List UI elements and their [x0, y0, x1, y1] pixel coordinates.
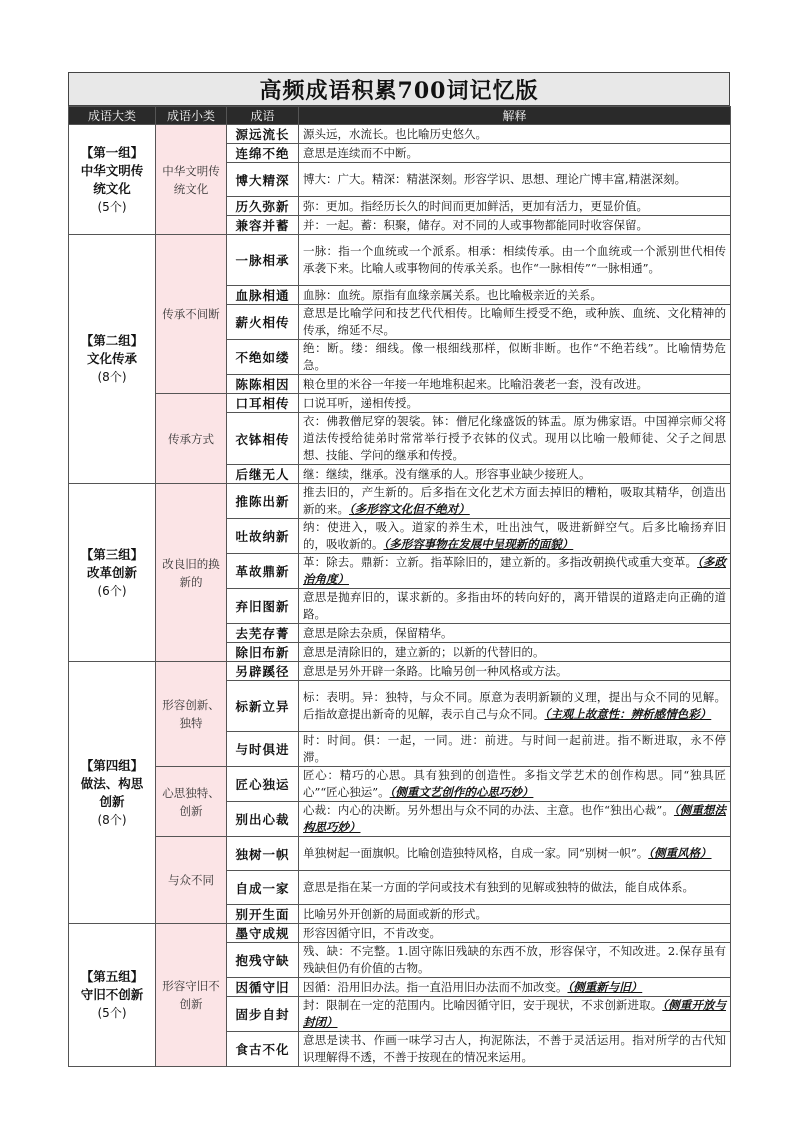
- explanation-text: 绝：断。缕：细线。像一根细线那样，似断非断。也作“不绝若线”。比喻情势危急。: [303, 341, 726, 372]
- group-count: (6个): [97, 583, 127, 598]
- category-cell: [69, 235, 156, 484]
- header-idiom: 成语: [227, 107, 299, 125]
- explanation-cell: [299, 465, 731, 484]
- explanation-text: 形容因循守旧，不肯改变。: [303, 925, 441, 940]
- explanation-cell: [299, 197, 731, 216]
- explanation-cell: [299, 1032, 731, 1067]
- explanation-text: 粮仓里的米谷一年接一年地堆积起来。比喻沿袭老一套，没有改进。: [303, 376, 648, 391]
- idiom-cell: 固步自封: [227, 997, 299, 1032]
- explanation-cell: [299, 125, 731, 144]
- group-theme: 改革创新: [86, 564, 137, 580]
- explanation-text: 弥：更加。指经历长久的时间而更加鲜活，更加有活力，更显价值。: [303, 198, 648, 213]
- idiom-cell: 兼容并蓄: [227, 216, 299, 235]
- explanation-note: （多政治角度）: [303, 555, 727, 586]
- idiom-cell: 革故鼎新: [227, 554, 299, 589]
- idiom-cell: 源远流长: [227, 125, 299, 144]
- explanation-cell: [299, 624, 731, 643]
- group-number: 【第五组】: [80, 969, 144, 984]
- explanation-note: （侧重风格）: [648, 846, 712, 860]
- explanation-cell: [299, 589, 731, 624]
- explanation-cell: [299, 163, 731, 197]
- idiom-cell: 自成一家: [227, 871, 299, 905]
- explanation-text: 革：除去。鼎新：立新。指革除旧的，建立新的。多指改朝换代或重大变革。: [303, 555, 698, 569]
- explanation-cell: [299, 662, 731, 681]
- subcategory-cell: 中华文明传统文化: [156, 125, 227, 235]
- idiom-cell: 口耳相传: [227, 394, 299, 413]
- explanation-text: 封：限制在一定的范围内。比喻因循守旧，安于现状，不求创新进取。: [303, 998, 663, 1012]
- explanation-cell: [299, 554, 731, 589]
- idiom-cell: 标新立异: [227, 681, 299, 732]
- idiom-cell: 吐故纳新: [227, 519, 299, 554]
- explanation-text: 并：一起。蓄：积聚，储存。对不同的人或事物都能同时收容保留。: [303, 217, 648, 232]
- explanation-text: 匠心：精巧的心思。具有独到的创造性。多指文学艺术的创作构思。同“独具匠心”“匠心独运”。: [303, 768, 726, 799]
- category-cell: [69, 125, 156, 235]
- idiom-cell: 不绝如缕: [227, 340, 299, 375]
- category-cell: [69, 484, 156, 662]
- explanation-cell: [299, 144, 731, 163]
- idiom-cell: 去芜存菁: [227, 624, 299, 643]
- table-row: [69, 924, 731, 943]
- idiom-cell: 因循守旧: [227, 978, 299, 997]
- table-row: [69, 662, 731, 681]
- explanation-cell: [299, 643, 731, 662]
- idiom-cell: 与时俱进: [227, 732, 299, 767]
- page-title: 高频成语积累700词记忆版: [68, 72, 730, 106]
- category-cell: [69, 662, 156, 924]
- explanation-text: 标：表明。异：独特，与众不同。原意为表明新颖的义理，提出与众不同的见解。后指故意提出新奇的见解，表示自己与众不同。: [303, 690, 726, 721]
- table-row: [69, 484, 731, 519]
- idiom-cell: 别出心裁: [227, 802, 299, 837]
- explanation-note: （主观上故意性：辨析感情色彩）: [544, 707, 712, 721]
- explanation-text: 意思是连续而不中断。: [303, 145, 418, 160]
- explanation-note: （多形容文化但不绝对）: [349, 502, 470, 516]
- explanation-cell: [299, 732, 731, 767]
- explanation-note: （侧重文艺创作的心思巧妙）: [389, 785, 534, 799]
- idiom-cell: 墨守成规: [227, 924, 299, 943]
- category-cell: [69, 924, 156, 1067]
- group-number: 【第一组】: [80, 144, 144, 160]
- explanation-cell: [299, 235, 731, 286]
- idiom-cell: 除旧布新: [227, 643, 299, 662]
- explanation-text: 继：继续，继承。没有继承的人。形容事业缺少接班人。: [303, 466, 591, 481]
- subcategory-cell: 与众不同: [156, 837, 227, 924]
- explanation-text: 意思是清除旧的，建立新的；以新的代替旧的。: [303, 644, 545, 659]
- header-row: [69, 107, 731, 125]
- explanation-text: 口说耳听，递相传授。: [303, 395, 418, 410]
- idiom-cell: 别开生面: [227, 905, 299, 924]
- idiom-cell: 陈陈相因: [227, 375, 299, 394]
- group-theme: 守旧不创新: [80, 987, 144, 1002]
- idiom-sheet: [68, 72, 730, 1067]
- idiom-cell: 匠心独运: [227, 767, 299, 802]
- explanation-text: 比喻另外开创新的局面或新的形式。: [303, 906, 487, 921]
- explanation-cell: [299, 375, 731, 394]
- explanation-note: （多形容事物在发展中呈现新的面貌）: [383, 537, 574, 551]
- group-count: (5个): [97, 1006, 127, 1020]
- explanation-cell: [299, 767, 731, 802]
- explanation-text: 意思是抛弃旧的，谋求新的。多指由坏的转向好的，离开错误的道路走向正确的道路。: [303, 590, 726, 621]
- table-row: [69, 394, 731, 413]
- idiom-cell: 血脉相通: [227, 286, 299, 305]
- explanation-cell: [299, 978, 731, 997]
- table-row: [69, 235, 731, 286]
- explanation-text: 意思是除去杂质，保留精华。: [303, 625, 453, 640]
- explanation-cell: [299, 216, 731, 235]
- explanation-text: 推去旧的，产生新的。后多指在文化艺术方面去掉旧的糟粕，吸取其精华，创造出新的来。: [303, 485, 726, 516]
- idiom-cell: 薪火相传: [227, 305, 299, 340]
- explanation-note: （侧重开放与封闭）: [303, 998, 726, 1029]
- idiom-cell: 历久弥新: [227, 197, 299, 216]
- explanation-text: 意思是读书、作画一味学习古人，拘泥陈法，不善于灵活运用。指对所学的古代知识理解得不透，不善于按现在的情况来运用。: [303, 1033, 726, 1064]
- subcategory-cell: 形容守旧不创新: [156, 924, 227, 1067]
- explanation-text: 衣：佛教僧尼穿的袈裟。钵：僧尼化缘盛饭的钵盂。原为佛家语。中国禅宗师父将道法传授给徒弟时常常举行授予衣钵的仪式。现用以比喻一般师徒、父子之间思想、技能、学问的继承和传授。: [303, 414, 726, 462]
- group-theme: 中华文明传统文化: [80, 162, 144, 196]
- explanation-text: 纳：使进入，吸入。道家的养生术，吐出浊气，吸进新鲜空气。后多比喻扬弃旧的，吸收新的。: [303, 520, 726, 551]
- idiom-cell: 弃旧图新: [227, 589, 299, 624]
- group-count: (5个): [97, 199, 127, 214]
- idiom-cell: 食古不化: [227, 1032, 299, 1067]
- idiom-cell: 连绵不绝: [227, 144, 299, 163]
- explanation-cell: [299, 340, 731, 375]
- explanation-cell: [299, 943, 731, 978]
- explanation-cell: [299, 997, 731, 1032]
- explanation-cell: [299, 905, 731, 924]
- idiom-cell: 另辟蹊径: [227, 662, 299, 681]
- idiom-cell: 抱残守缺: [227, 943, 299, 978]
- group-theme: 文化传承: [86, 351, 137, 366]
- subcategory-cell: 传承方式: [156, 394, 227, 484]
- group-number: 【第四组】: [80, 757, 144, 773]
- explanation-text: 心裁：内心的决断。另外想出与众不同的办法、主意。也作“独出心裁”。: [303, 803, 674, 817]
- group-count: (8个): [97, 812, 127, 827]
- idiom-cell: 博大精深: [227, 163, 299, 197]
- subcategory-cell: 形容创新、独特: [156, 662, 227, 767]
- explanation-cell: [299, 519, 731, 554]
- group-number: 【第二组】: [80, 333, 144, 348]
- subcategory-cell: 改良旧的换新的: [156, 484, 227, 662]
- explanation-cell: [299, 802, 731, 837]
- explanation-text: 血脉：血统。原指有血缘亲属关系。也比喻极亲近的关系。: [303, 287, 602, 302]
- explanation-text: 意思是比喻学问和技艺代代相传。比喻师生授受不绝，或种族、血统、文化精神的传承，绵延不尽。: [303, 306, 726, 337]
- idiom-table: [68, 106, 731, 1067]
- explanation-cell: [299, 681, 731, 732]
- explanation-text: 博大：广大。精深：精湛深刻。形容学识、思想、理论广博丰富,精湛深刻。: [303, 172, 687, 186]
- explanation-note: （侧重想法构思巧妙）: [303, 803, 726, 834]
- explanation-cell: [299, 484, 731, 519]
- explanation-cell: [299, 286, 731, 305]
- header-explanation: 解释: [299, 107, 731, 125]
- group-count: (8个): [97, 370, 127, 384]
- header-category: 成语大类: [69, 107, 156, 125]
- subcategory-cell: 传承不间断: [156, 235, 227, 394]
- idiom-cell: 推陈出新: [227, 484, 299, 519]
- explanation-text: 单独树起一面旗帜。比喻创造独特风格，自成一家。同“别树一帜”。: [303, 846, 649, 860]
- idiom-cell: 后继无人: [227, 465, 299, 484]
- table-row: [69, 837, 731, 871]
- idiom-cell: 独树一帜: [227, 837, 299, 871]
- header-subcategory: 成语小类: [156, 107, 227, 125]
- table-row: [69, 767, 731, 802]
- explanation-cell: [299, 305, 731, 340]
- subcategory-cell: 心思独特、创新: [156, 767, 227, 837]
- explanation-text: 源头远，水流长。也比喻历史悠久。: [303, 126, 487, 141]
- explanation-text: 残、缺：不完整。1.固守陈旧残缺的东西不放，形容保守，不知改进。2.保存虽有残缺但仍有价值的古物。: [303, 944, 726, 975]
- group-theme: 做法、构思创新: [80, 775, 144, 809]
- table-body: [69, 125, 731, 1067]
- table-row: [69, 125, 731, 144]
- explanation-note: （侧重新与旧）: [567, 979, 643, 994]
- explanation-cell: [299, 871, 731, 905]
- idiom-cell: 衣钵相传: [227, 413, 299, 465]
- explanation-text: 意思是指在某一方面的学问或技术有独到的见解或独特的做法，能自成体系。: [303, 880, 694, 894]
- idiom-cell: 一脉相承: [227, 235, 299, 286]
- explanation-text: 时：时间。俱：一起，一同。进：前进。与时间一起前进。指不断进取，永不停滞。: [303, 733, 726, 764]
- explanation-cell: [299, 837, 731, 871]
- group-number: 【第三组】: [80, 546, 144, 562]
- explanation-text: 因循：沿用旧办法。指一直沿用旧办法而不加改变。: [303, 979, 568, 994]
- explanation-cell: [299, 924, 731, 943]
- explanation-cell: [299, 413, 731, 465]
- explanation-cell: [299, 394, 731, 413]
- explanation-text: 一脉：指一个血统或一个派系。相承：相续传承。由一个血统或一个派别世代相传承袭下来。比喻人或事物间的传承关系。也作“一脉相传”“一脉相通”。: [303, 244, 726, 275]
- explanation-text: 意思是另外开辟一条路。比喻另创一种风格或方法。: [303, 663, 568, 678]
